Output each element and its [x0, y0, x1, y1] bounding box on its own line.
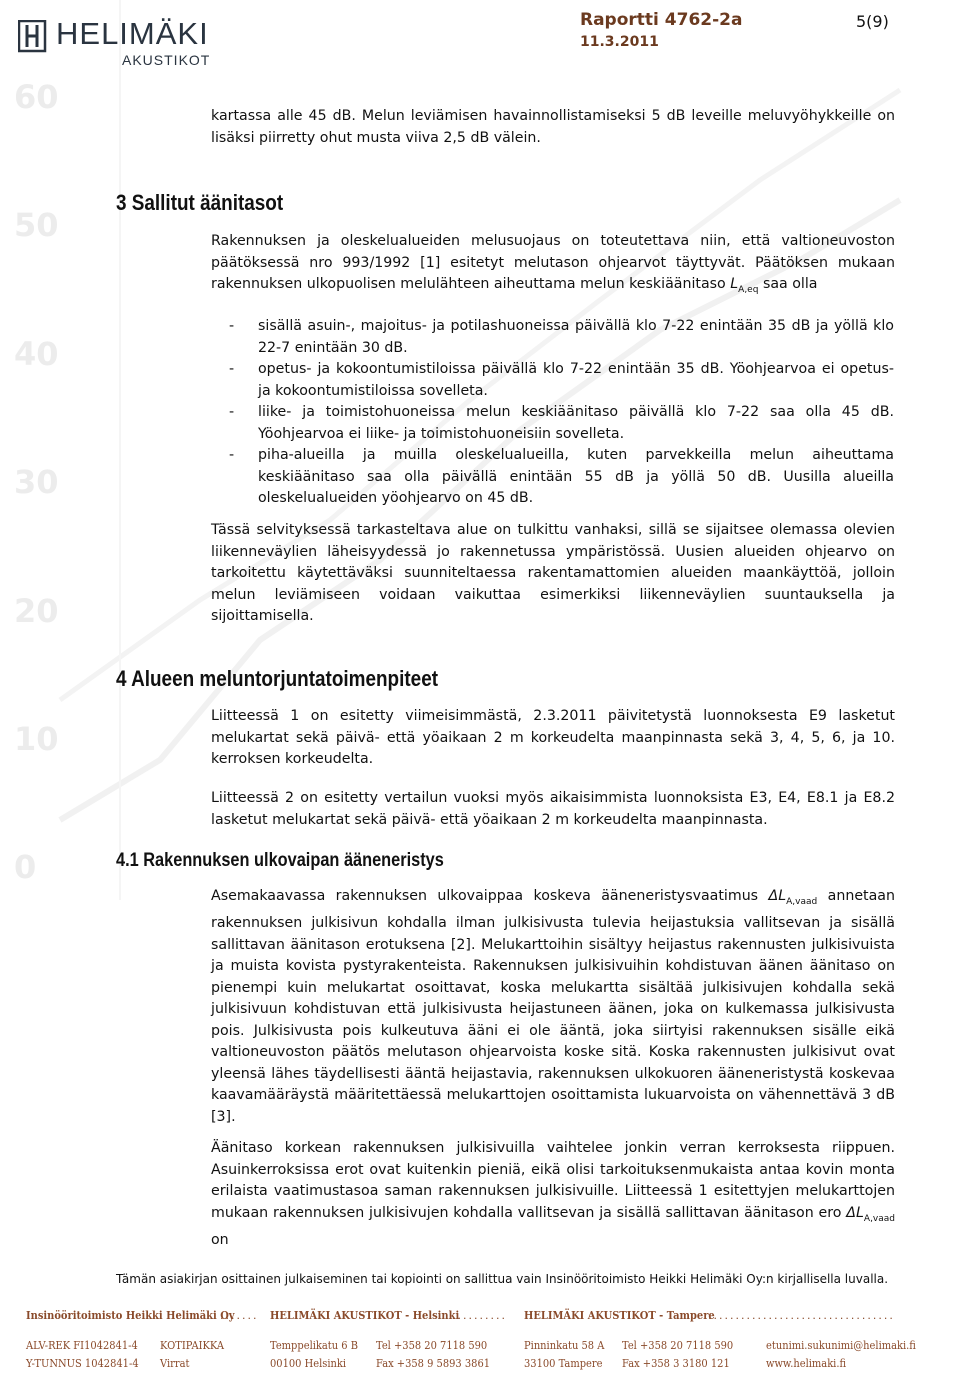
list-item [230, 316, 894, 359]
section-3-paragraph-2 [211, 520, 895, 628]
section-4-1-text-2-head: Äänitaso korkean rakennuksen julkisivuilla vaihtelee jonkin verran kerroksesta riippuen. Asuinkerroksissa erot ovat kuitenkin pieniä, eikä olisi tarkoituksenmukaista antaa kovin monta erilaista vaatimustasoa saman rakennuksen julkisivuille. Liitteessä 1 esitettyjen melukarttojen mukaan rakennuksen julkisivujen kohdalla vallitsevan ja sisällä sallittavan äänitason ero [211, 1140, 895, 1221]
footer-tampere-street: Pinninkatu 58 A [524, 1338, 605, 1352]
footer-kotipaikka: KOTIPAIKKA [160, 1338, 225, 1352]
list-item-text: opetus- ja kokoontumistiloissa päivällä klo 7-22 enintään 35 dB. Yöohjearvoa ei opetus- ja kokoontumistiloissa sovelleta. [258, 361, 894, 399]
limits-list [230, 316, 894, 510]
section-4-1-paragraph-2 [211, 1138, 895, 1251]
laeq-subscript: A,eq [738, 284, 759, 295]
section-3-heading: 3 Sallitut äänitasot [116, 190, 284, 215]
section-4-text-2: Liitteessä 2 on esitetty vertailun vuoksi myös aikaisimmista luonnoksista E3, E4, E8.1 ja E8.2 lasketut melukartat sekä päivä- että yöaikaan 2 m korkeudelta maanpinnasta. [211, 790, 895, 828]
section-4-1-paragraph-1 [211, 886, 895, 1128]
footer-company: Insinööritoimisto Heikki Helimäki Oy [26, 1308, 235, 1322]
section-4-1-heading: 4.1 Rakennuksen ulkovaipan ääneneristys [116, 850, 444, 871]
logo-subtitle: AKUSTIKOT [122, 52, 211, 68]
scale-label: 10 [14, 720, 59, 758]
footer-helsinki-postal: 00100 Helsinki [270, 1356, 347, 1370]
intro-paragraph [211, 106, 895, 149]
dl-symbol: ΔL [846, 1204, 864, 1221]
footer-website[interactable]: www.helimaki.fi [766, 1356, 847, 1370]
list-item [230, 402, 894, 445]
intro-text: kartassa alle 45 dB. Melun leviämisen havainnollistamiseksi 5 dB leveille meluvyöhykkeille on lisäksi piirretty ohut musta viiva 2,5 dB välein. [211, 108, 895, 146]
background-scale [14, 0, 74, 900]
footer-email[interactable]: etunimi.sukunimi@helimaki.fi [766, 1338, 916, 1352]
list-item [230, 445, 894, 510]
footer-helsinki-street: Temppelikatu 6 B [270, 1338, 358, 1352]
section-4-1-text-2-tail: on [211, 1231, 229, 1248]
footer-tampere-fax: Fax +358 3 3180 121 [622, 1356, 730, 1370]
footer-ytunnus: Y-TUNNUS 1042841-4 [26, 1356, 139, 1370]
list-item-text: sisällä asuin-, majoitus- ja potilashuoneissa päivällä klo 7-22 enintään 35 dB ja yöllä klo 22-7 enintään 30 dB. [258, 318, 894, 356]
scale-label: 50 [14, 206, 59, 244]
section-4-1-text-head: Asemakaavassa rakennuksen ulkovaippaa koskeva ääneneristysvaatimus [211, 888, 759, 904]
section-4-text-1: Liitteessä 1 on esitetty viimeisimmästä, 2.3.2011 päivitetystä luonnoksesta E9 lasketut melukartat sekä päivä- että yöaikaan 2 m korkeudelta maanpinnasta sekä 3, 4, 5, 6, ja 10. kerroksen korkeudelta. [211, 708, 895, 767]
footer-dots: ·································· [708, 1312, 895, 1325]
list-item-text: liike- ja toimistohuoneissa melun keskiäänitaso päivällä klo 7-22 saa olla 45 dB. Yöohjearvoa ei liike- ja toimistohuoneisiin sovelleta. [258, 404, 894, 442]
footer-dots: ······· [220, 1312, 259, 1325]
section-4-paragraph-2 [211, 788, 895, 831]
footer-tampere-office: HELIMÄKI AKUSTIKOT - Tampere [524, 1308, 715, 1322]
footer-helsinki-tel: Tel +358 20 7118 590 [376, 1338, 488, 1352]
bullet-dash: - [229, 318, 235, 334]
list-item [230, 359, 894, 402]
copyright-note: Tämän asiakirjan osittainen julkaiseminen tai kopiointi on sallittua vain Insinööritoimisto Heikki Helimäki Oy:n kirjallisella luvalla. [116, 1272, 889, 1286]
bullet-dash: - [229, 447, 235, 463]
logo-mark-icon [18, 20, 48, 54]
section-3-text-tail: saa olla [762, 276, 818, 292]
report-title: Raportti 4762-2a [580, 10, 743, 30]
report-date: 11.3.2011 [580, 34, 659, 50]
dl-subscript: A,vaad [786, 896, 818, 907]
section-3-text: Rakennuksen ja oleskelualueiden melusuojaus on toteutettava niin, että valtioneuvoston päätöksessä nro 993/1992 [1] esitetyt melutason ohjearvot täyttyvät. Päätöksen mukaan rakennuksen ulkopuolisen melulähteen aiheuttama melun keskiäänitaso [211, 233, 895, 292]
section-3-paragraph-1 [211, 231, 895, 301]
footer-helsinki-office: HELIMÄKI AKUSTIKOT - Helsinki [270, 1308, 460, 1322]
laeq-symbol: L [730, 276, 739, 292]
footer-city: Virrat [160, 1356, 190, 1370]
bullet-dash: - [229, 361, 235, 377]
bullet-dash: - [229, 404, 235, 420]
section-4-1-text-tail: annetaan rakennuksen julkisivun kohdalla ilman julkisivusta tulevia heijastuksia vallitsevan ja sisällä sallittavan äänitason erotuksena [2]. Melukarttoihin sisältyy heijastus rakennusten julkisivuista ja muista kovista pystyrakenteista. Rakennuksen julkisivuihin kohdistuvan äänen äänitaso on pienempi kuin melukartat osoittavat, koska melukartta sisältää julkisivujen kohdalla sekä julkisivuun kohdistuvan että julkisivusta heijastuneen äänen, joka on kulkemassa julkisivusta pois. Julkisivusta pois kulkeutuva ääni ei ole ääntä, joka siirtyisi rakennuksen sisälle eikä valtioneuvoston päätös melutason ohjearvoista koske sitä. Koska rakennusten julkisivut ovat yleensä lähes täydellisesti ääntä heijastavia, rakennuksen ulkokuoren ääneneristystä koskevaa kaavamääräystä määritettäessä melukarttojen osoittamista lukuarvoista on vähennettävä 3 dB [3]. [211, 888, 895, 1125]
footer-alv: ALV-REK FI1042841-4 [26, 1338, 138, 1352]
scale-label: 0 [14, 848, 37, 886]
footer-tampere-postal: 33100 Tampere [524, 1356, 603, 1370]
logo-text: HELIMÄKI [56, 16, 209, 51]
footer-tampere-tel: Tel +358 20 7118 590 [622, 1338, 734, 1352]
scale-label: 40 [14, 335, 59, 373]
footer-helsinki-fax: Fax +358 9 5893 3861 [376, 1356, 491, 1370]
section-4-heading: 4 Alueen meluntorjuntatoimenpiteet [116, 666, 439, 691]
footer-dots: ·········· [452, 1312, 507, 1325]
section-3-text-2: Tässä selvityksessä tarkasteltava alue on tulkittu vanhaksi, sillä se sijaitsee olemassa olevien liikenneväylien läheisyydessä jo rakennetussa ympäristössä. Uusien alueiden ohjearvo on tarkoitettu käytettäväksi suunniteltaessa rakentamattomien alueiden maankäyttöä, jolloin melun leviämiseen voidaan vaikuttaa esimerkiksi liikenneväylien suuntauksella ja sijoittamisella. [211, 522, 895, 624]
section-4-paragraph-1 [211, 706, 895, 771]
scale-label: 60 [14, 78, 59, 116]
scale-label: 30 [14, 463, 59, 501]
dl-symbol: ΔL [768, 888, 787, 904]
page-number: 5(9) [856, 12, 889, 31]
list-item-text: piha-alueilla ja muilla oleskelualueilla, kuten parvekkeilla melun aiheuttama keskiäänitaso saa olla päivällä enintään 55 dB ja yöllä 50 dB. Uusilla alueilla oleskelualueiden yöohjearvo on 45 dB. [258, 447, 894, 506]
scale-label: 20 [14, 592, 59, 630]
dl-subscript: A,vaad [863, 1213, 895, 1224]
